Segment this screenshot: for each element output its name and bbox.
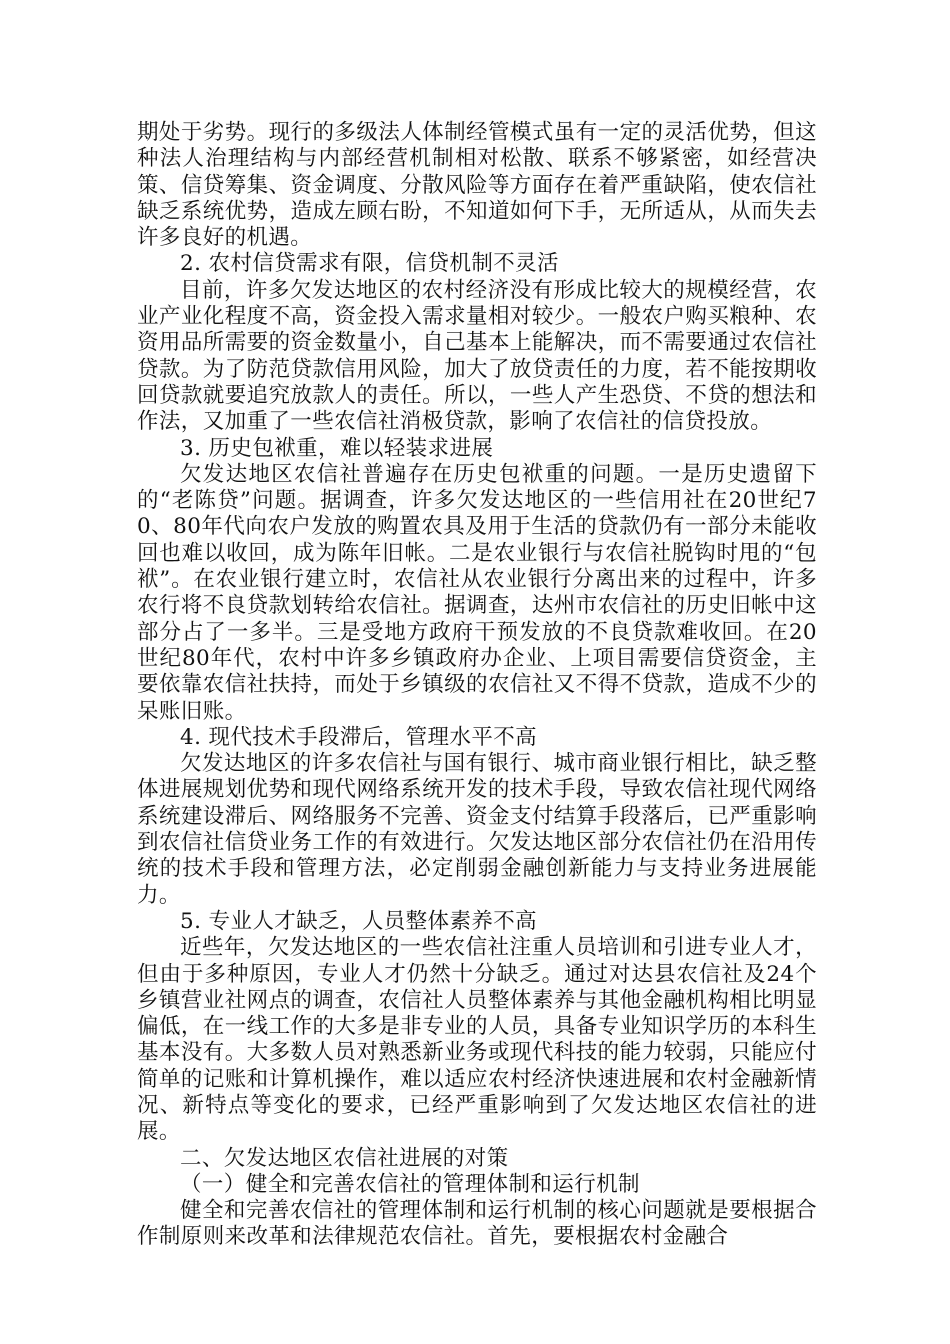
paragraph: 目前，许多欠发达地区的农村经济没有形成比较大的规模经营，农业产业化程度不高，资金投入需求量相对较少。一般农户购买粮种、农资用品所需要的资金数量小，自己基本上能解决，而不需要通过农信社贷款。为了防范贷款信用风险，加大了放贷责任的力度，若不能按期收回贷款就要追究放款人的责任。所以，一些人产生恐贷、不贷的想法和作法，又加重了一些农信社消极贷款，影响了农信社的信贷投放。	[137, 277, 817, 435]
section-heading-3: 3. 历史包袱重，难以轻装求进展	[180, 435, 494, 461]
section-heading-2: 2. 农村信贷需求有限，信贷机制不灵活	[180, 251, 559, 277]
section-heading-4: 4. 现代技术手段滞后，管理水平不高	[180, 724, 538, 750]
subsection-heading-1: （一）健全和完善农信社的管理体制和运行机制	[180, 1171, 640, 1197]
paragraph: 欠发达地区的许多农信社与国有银行、城市商业银行相比，缺乏整体进展规划优势和现代网络系统开发的技术手段，导致农信社现代网络系统建设滞后、网络服务不完善、资金支付结算手段落后，已严重影响到农信社信贷业务工作的有效进行。欠发达地区部分农信社仍在沿用传统的技术手段和管理方法，必定削弱金融创新能力与支持业务进展能力。	[137, 751, 817, 908]
chapter-heading-2: 二、欠发达地区农信社进展的对策	[180, 1145, 509, 1171]
paragraph-continued: 期处于劣势。现行的多级法人体制经管模式虽有一定的灵活优势，但这种法人治理结构与内部经营机制相对松散、联系不够紧密，如经营决策、信贷筹集、资金调度、分散风险等方面存在着严重缺陷，使农信社缺乏系统优势，造成左顾右盼，不知道如何下手，无所适从，从而失去许多良好的机遇。	[137, 120, 817, 251]
paragraph: 近些年，欠发达地区的一些农信社注重人员培训和引进专业人才，但由于多种原因，专业人才仍然十分缺乏。通过对达县农信社及24个乡镇营业社网点的调查，农信社人员整体素养与其他金融机构相比明显偏低，在一线工作的大多是非专业的人员，具备专业知识学历的本科生基本没有。大多数人员对熟悉新业务或现代科技的能力较弱，只能应付简单的记账和计算机操作，难以适应农村经济快速进展和农村金融新情况、新特点等变化的要求，已经严重影响到了欠发达地区农信社的进展。	[137, 935, 817, 1145]
paragraph: 欠发达地区农信社普遍存在历史包袱重的问题。一是历史遗留下的“老陈贷”问题。据调查，许多欠发达地区的一些信用社在20世纪70、80年代向农户发放的购置农具及用于生活的贷款仍有一部分未能收回也难以收回，成为陈年旧帐。二是农业银行与农信社脱钩时甩的“包袱”。在农业银行建立时，农信社从农业银行分离出来的过程中，许多农行将不良贷款划转给农信社。据调查，达州市农信社的历史旧帐中这部分占了一多半。三是受地方政府干预发放的不良贷款难收回。在20世纪80年代，农村中许多乡镇政府办企业、上项目需要信贷资金，主要依靠农信社扶持，而处于乡镇级的农信社又不得不贷款，造成不少的呆账旧账。	[137, 461, 817, 724]
paragraph-truncated: 健全和完善农信社的管理体制和运行机制的核心问题就是要根据合作制原则来改革和法律规范农信社。首先，要根据农村金融合	[137, 1198, 817, 1250]
section-heading-5: 5. 专业人才缺乏，人员整体素养不高	[180, 908, 538, 934]
document-page	[137, 120, 817, 1251]
